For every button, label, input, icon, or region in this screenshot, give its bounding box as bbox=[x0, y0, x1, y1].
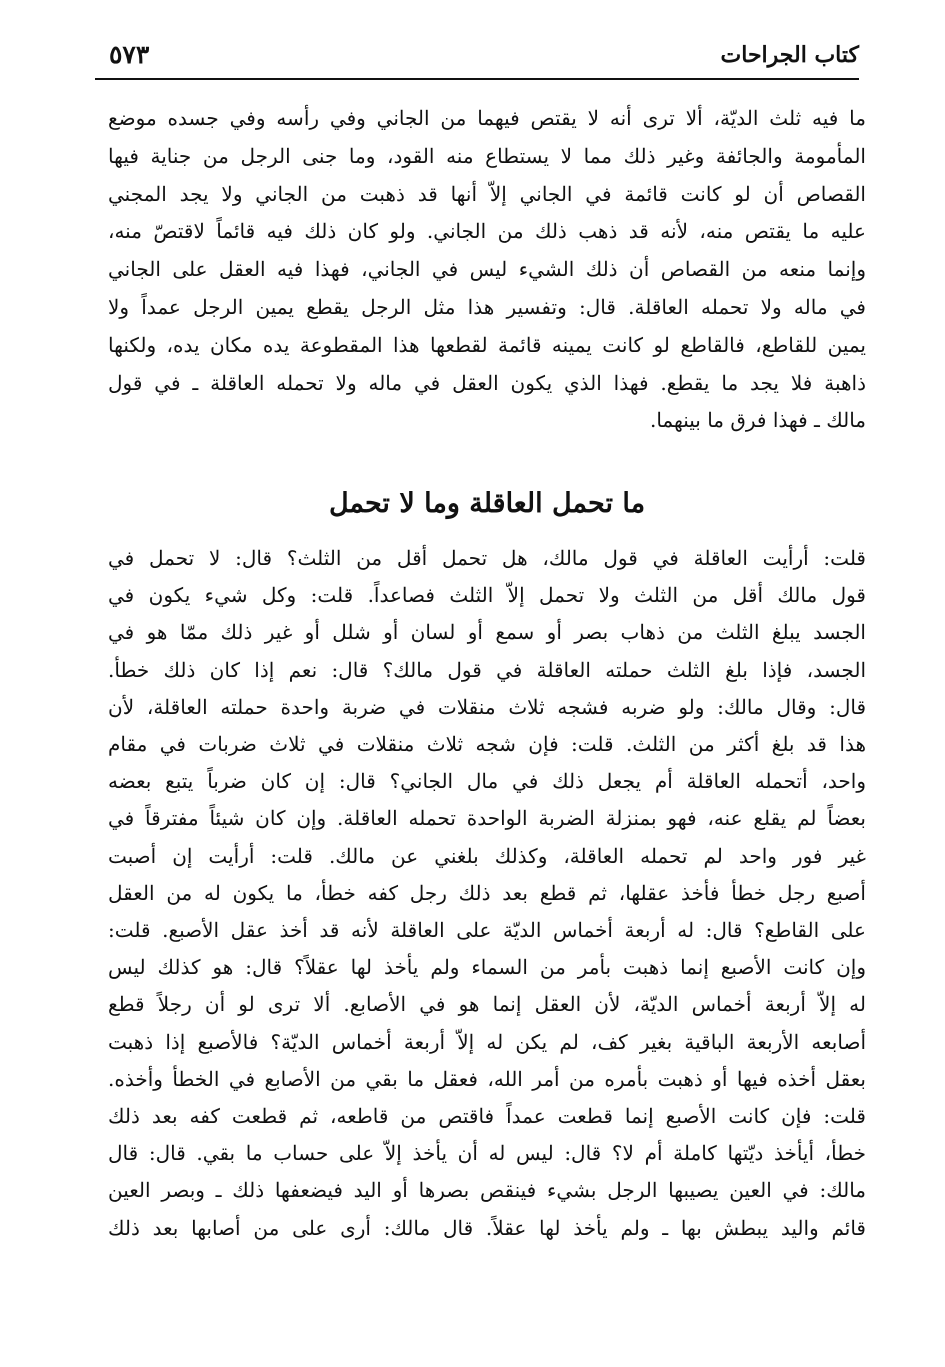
text-line: قال: وقال مالك: ولو ضربه فشجه ثلاث منقلات في ضربة واحدة حملته العاقلة، لأن bbox=[108, 694, 866, 719]
text-line: قلت: فإن كانت الأصبع إنما قطعت عمداً فاقتص من قاطعه، ثم قطعت كفه بعد ذلك bbox=[108, 1104, 866, 1129]
text-line: مالك ـ فهذا فرق ما بينهما. bbox=[649, 408, 866, 433]
text-line: قول مالك أقل من الثلث ولا تحمل إلاّ الثلث فصاعداً. قلت: وكل شيء يكون في bbox=[108, 583, 866, 608]
running-header bbox=[95, 38, 859, 80]
text-line: المأمومة والجائفة وغير ذلك مما لا يستطاع منه القود، وما جنى الرجل من جناية فيها bbox=[108, 143, 866, 168]
text-line: بعقل أخذه فيها أو ذهبت بأمره من أمر الله، فعقل ما بقي من الأصابع في الخطأ وأخذه. bbox=[108, 1066, 866, 1091]
text-line: أصابعه الأربعة الباقية بغير كف، لم يكن له إلاّ أربعة أخماس الديّة؟ فالأصبع إذا ذهبت bbox=[108, 1029, 866, 1054]
text-line: على القاطع؟ قال: له أربعة أخماس الديّة على العاقلة لأنه قد أخذ عقل الأصبع. قلت: bbox=[108, 918, 866, 943]
text-line: قلت: أرأيت العاقلة في قول مالك، هل تحمل أقل من الثلث؟ قال: لا تحمل في bbox=[108, 546, 866, 570]
text-line: واحد، أتحمله العاقلة أم يجعل ذلك في مال الجاني؟ قال: إن كان ضرباً يتبع بعضه bbox=[108, 769, 866, 794]
text-line: قائم واليد يبطش بها ـ ولم يأخذ لها عقلاً. قال مالك: أرى على من أصابها بعد ذلك bbox=[108, 1215, 866, 1240]
header-title: كتاب الجراحات bbox=[720, 42, 859, 68]
text-line: الجسد يبلغ الثلث من ذهاب بصر أو سمع أو لسان أو شلل أو غير ذلك ممّا هو في bbox=[108, 620, 866, 645]
text-line: في ماله ولا تحمله العاقلة. قال: وتفسير هذا مثل الرجل يقطع يمين الرجل عمداً ولا bbox=[108, 294, 866, 319]
text-line: أصبع رجل خطأ فأخذ عقلها، ثم قطع بعد ذلك رجل كفه خطأ، ما يكون له من العقل bbox=[108, 880, 866, 905]
page-number: ٥٧٣ bbox=[109, 40, 150, 69]
text-line: ما فيه ثلث الديّة، ألا ترى أنه لا يقتص فيهما من الجاني وفي رأسه وفي جسده موضع bbox=[108, 106, 866, 130]
text-line: هذا قد بلغ أكثر من الثلث. قلت: فإن شجه ثلاث منقلات في ثلاث ضربات في مقام bbox=[108, 732, 866, 757]
text-line: له إلاّ أربعة أخماس الديّة، لأن العقل إنما هو في الأصابع. ألا ترى لو أن رجلاً قطع bbox=[108, 992, 866, 1017]
text-line: ذاهبة فلا يجد ما يقطع. فهذا الذي يكون العقل في ماله ولا تحمله العاقلة ـ في قول bbox=[108, 370, 866, 395]
text-line: غير فور واحد لم تحمله العاقلة، وكذلك بلغني عن مالك. قلت: أرأيت إن أصبت bbox=[108, 843, 866, 868]
text-line: يمين للقاطع، فالقاطع لو كانت يمينه قائمة لقطعها هذا المقطوعة يده مكان يده، ولكنها bbox=[108, 332, 866, 357]
paragraph-1 bbox=[108, 100, 866, 440]
text-line: وإنما منعه من القصاص أن ذلك الشيء ليس في الجاني، فهذا فيه العقل على الجاني bbox=[108, 257, 866, 282]
paragraph-2 bbox=[108, 540, 866, 1247]
text-line: القصاص أن لو كانت قائمة في الجاني إلاّ أنها قد ذهبت من الجاني ولا يجد المجني bbox=[108, 181, 866, 206]
text-line: بعضاً لم يقلع عنه، فهو بمنزلة الضربة الواحدة تحمله العاقلة. وإن كان شيئاً مفترقاً في bbox=[108, 806, 866, 831]
text-line: الجسد، فإذا بلغ الثلث حملته العاقلة في قول مالك؟ قال: نعم إذا كان ذلك خطأ. bbox=[108, 657, 866, 682]
text-line: وإن كانت الأصبع إنما ذهبت بأمر من السماء ولم يأخذ لها عقلاً؟ قال: هو كذلك ليس bbox=[108, 955, 866, 980]
text-line: عليه ما يقتص منه، لأنه قد ذهب ذلك من الجاني. ولو كان ذلك فيه قائماً لاقتصّ منه، bbox=[108, 219, 866, 244]
section-heading: ما تحمل العاقلة وما لا تحمل bbox=[328, 488, 646, 519]
text-line: خطأ، أيأخذ ديّتها كاملة أم لا؟ قال: ليس له أن يأخذ إلاّ على حساب ما بقي. قال: قال bbox=[108, 1141, 867, 1166]
text-line: مالك: في العين يصيبها الرجل بشيء فينقص بصرها أو اليد فيضعفها ذلك ـ وبصر العين bbox=[108, 1178, 866, 1203]
